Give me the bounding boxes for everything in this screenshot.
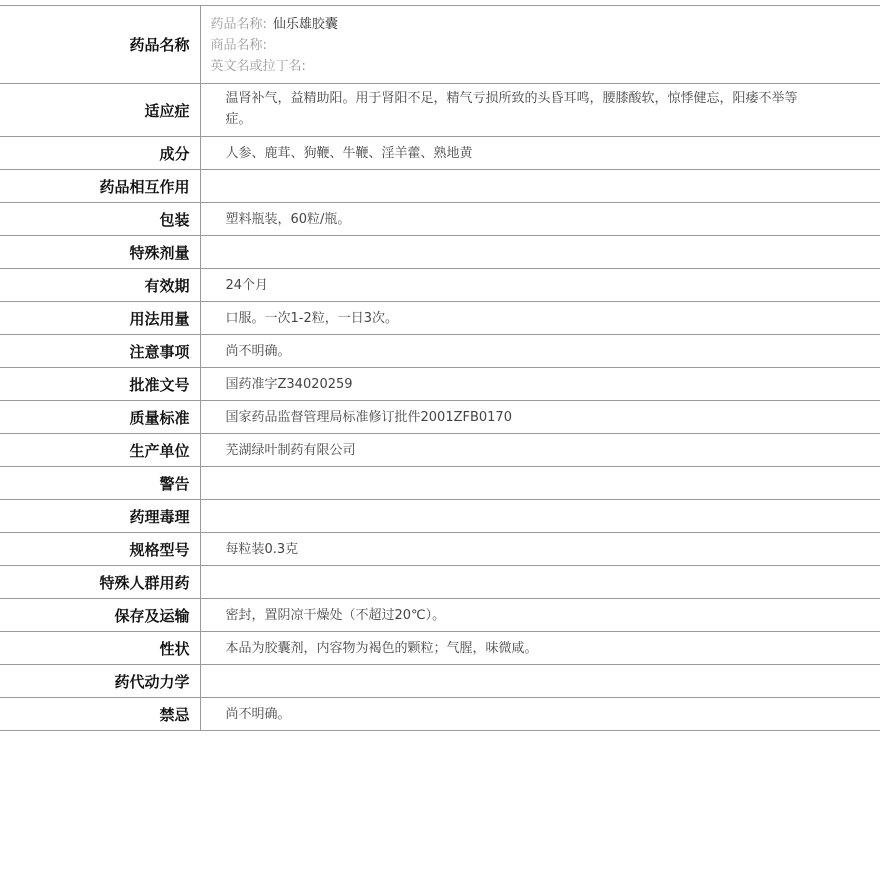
field-value: 塑料瓶装，60粒/瓶。 (225, 211, 351, 227)
field-label: 警告 (0, 467, 200, 500)
generic-name-label: 药品名称: (210, 17, 267, 32)
field-value: 尚不明确。 (225, 343, 291, 359)
field-label: 包装 (0, 203, 200, 236)
field-label: 禁忌 (0, 698, 200, 731)
field-label: 特殊剂量 (0, 236, 200, 269)
row-shelf-life (0, 269, 880, 302)
row-packaging (0, 203, 880, 236)
field-value (200, 566, 880, 599)
row-quality-standard (0, 401, 880, 434)
field-value: 国家药品监督管理局标准修订批件2001ZFB0170 (225, 409, 512, 425)
field-value: 芜湖绿叶制药有限公司 (225, 442, 356, 458)
field-value: 人参、鹿茸、狗鞭、牛鞭、淫羊藿、熟地黄 (225, 145, 473, 161)
generic-name-value: 仙乐雄胶囊 (272, 17, 338, 32)
field-label: 药品相互作用 (0, 170, 200, 203)
row-warning (0, 467, 880, 500)
trade-name-line (211, 35, 880, 56)
row-indications (0, 84, 880, 137)
field-value (200, 170, 880, 203)
field-value: 温肾补气，益精助阳。用于肾阳不足，精气亏损所致的头昏耳鸣，腰膝酸软，惊悸健忘，阳痿不举等症。 (225, 91, 798, 127)
field-label: 生产单位 (0, 434, 200, 467)
field-label: 质量标准 (0, 401, 200, 434)
field-label: 批准文号 (0, 368, 200, 401)
row-contraindications (0, 698, 880, 731)
field-value (200, 500, 880, 533)
row-storage (0, 599, 880, 632)
field-label: 药代动力学 (0, 665, 200, 698)
field-value: 国药准字Z34020259 (225, 376, 353, 392)
field-value: 尚不明确。 (225, 706, 291, 722)
row-ingredients (0, 137, 880, 170)
field-label: 规格型号 (0, 533, 200, 566)
field-value: 24个月 (225, 277, 269, 293)
field-value: 密封，置阴凉干燥处（不超过20℃）。 (225, 607, 446, 623)
row-special-dosage (0, 236, 880, 269)
field-label: 有效期 (0, 269, 200, 302)
field-value (200, 6, 880, 84)
field-label: 适应症 (0, 84, 200, 137)
trade-name-label: 商品名称: (210, 38, 267, 53)
row-interactions (0, 170, 880, 203)
english-name-line (211, 56, 880, 77)
row-special-populations (0, 566, 880, 599)
field-label: 用法用量 (0, 302, 200, 335)
row-specification (0, 533, 880, 566)
field-label: 药品名称 (0, 6, 200, 84)
row-drug-names (0, 6, 880, 84)
row-pharmacokinetics (0, 665, 880, 698)
field-value (200, 236, 880, 269)
row-manufacturer (0, 434, 880, 467)
row-precautions (0, 335, 880, 368)
field-label: 性状 (0, 632, 200, 665)
field-value: 本品为胶囊剂，内容物为褐色的颗粒；气腥，味微咸。 (225, 640, 538, 656)
generic-name-line (211, 14, 880, 35)
row-dosage (0, 302, 880, 335)
field-label: 注意事项 (0, 335, 200, 368)
row-pharmacology (0, 500, 880, 533)
field-label: 特殊人群用药 (0, 566, 200, 599)
row-approval-number (0, 368, 880, 401)
field-value: 每粒装0.3克 (225, 541, 299, 557)
row-description (0, 632, 880, 665)
english-name-label: 英文名或拉丁名: (210, 59, 306, 74)
field-value (200, 665, 880, 698)
field-value (200, 467, 880, 500)
field-value: 口服。一次1-2粒，一日3次。 (225, 310, 399, 326)
field-label: 药理毒理 (0, 500, 200, 533)
field-label: 成分 (0, 137, 200, 170)
field-label: 保存及运输 (0, 599, 200, 632)
drug-spec-table (0, 5, 880, 731)
